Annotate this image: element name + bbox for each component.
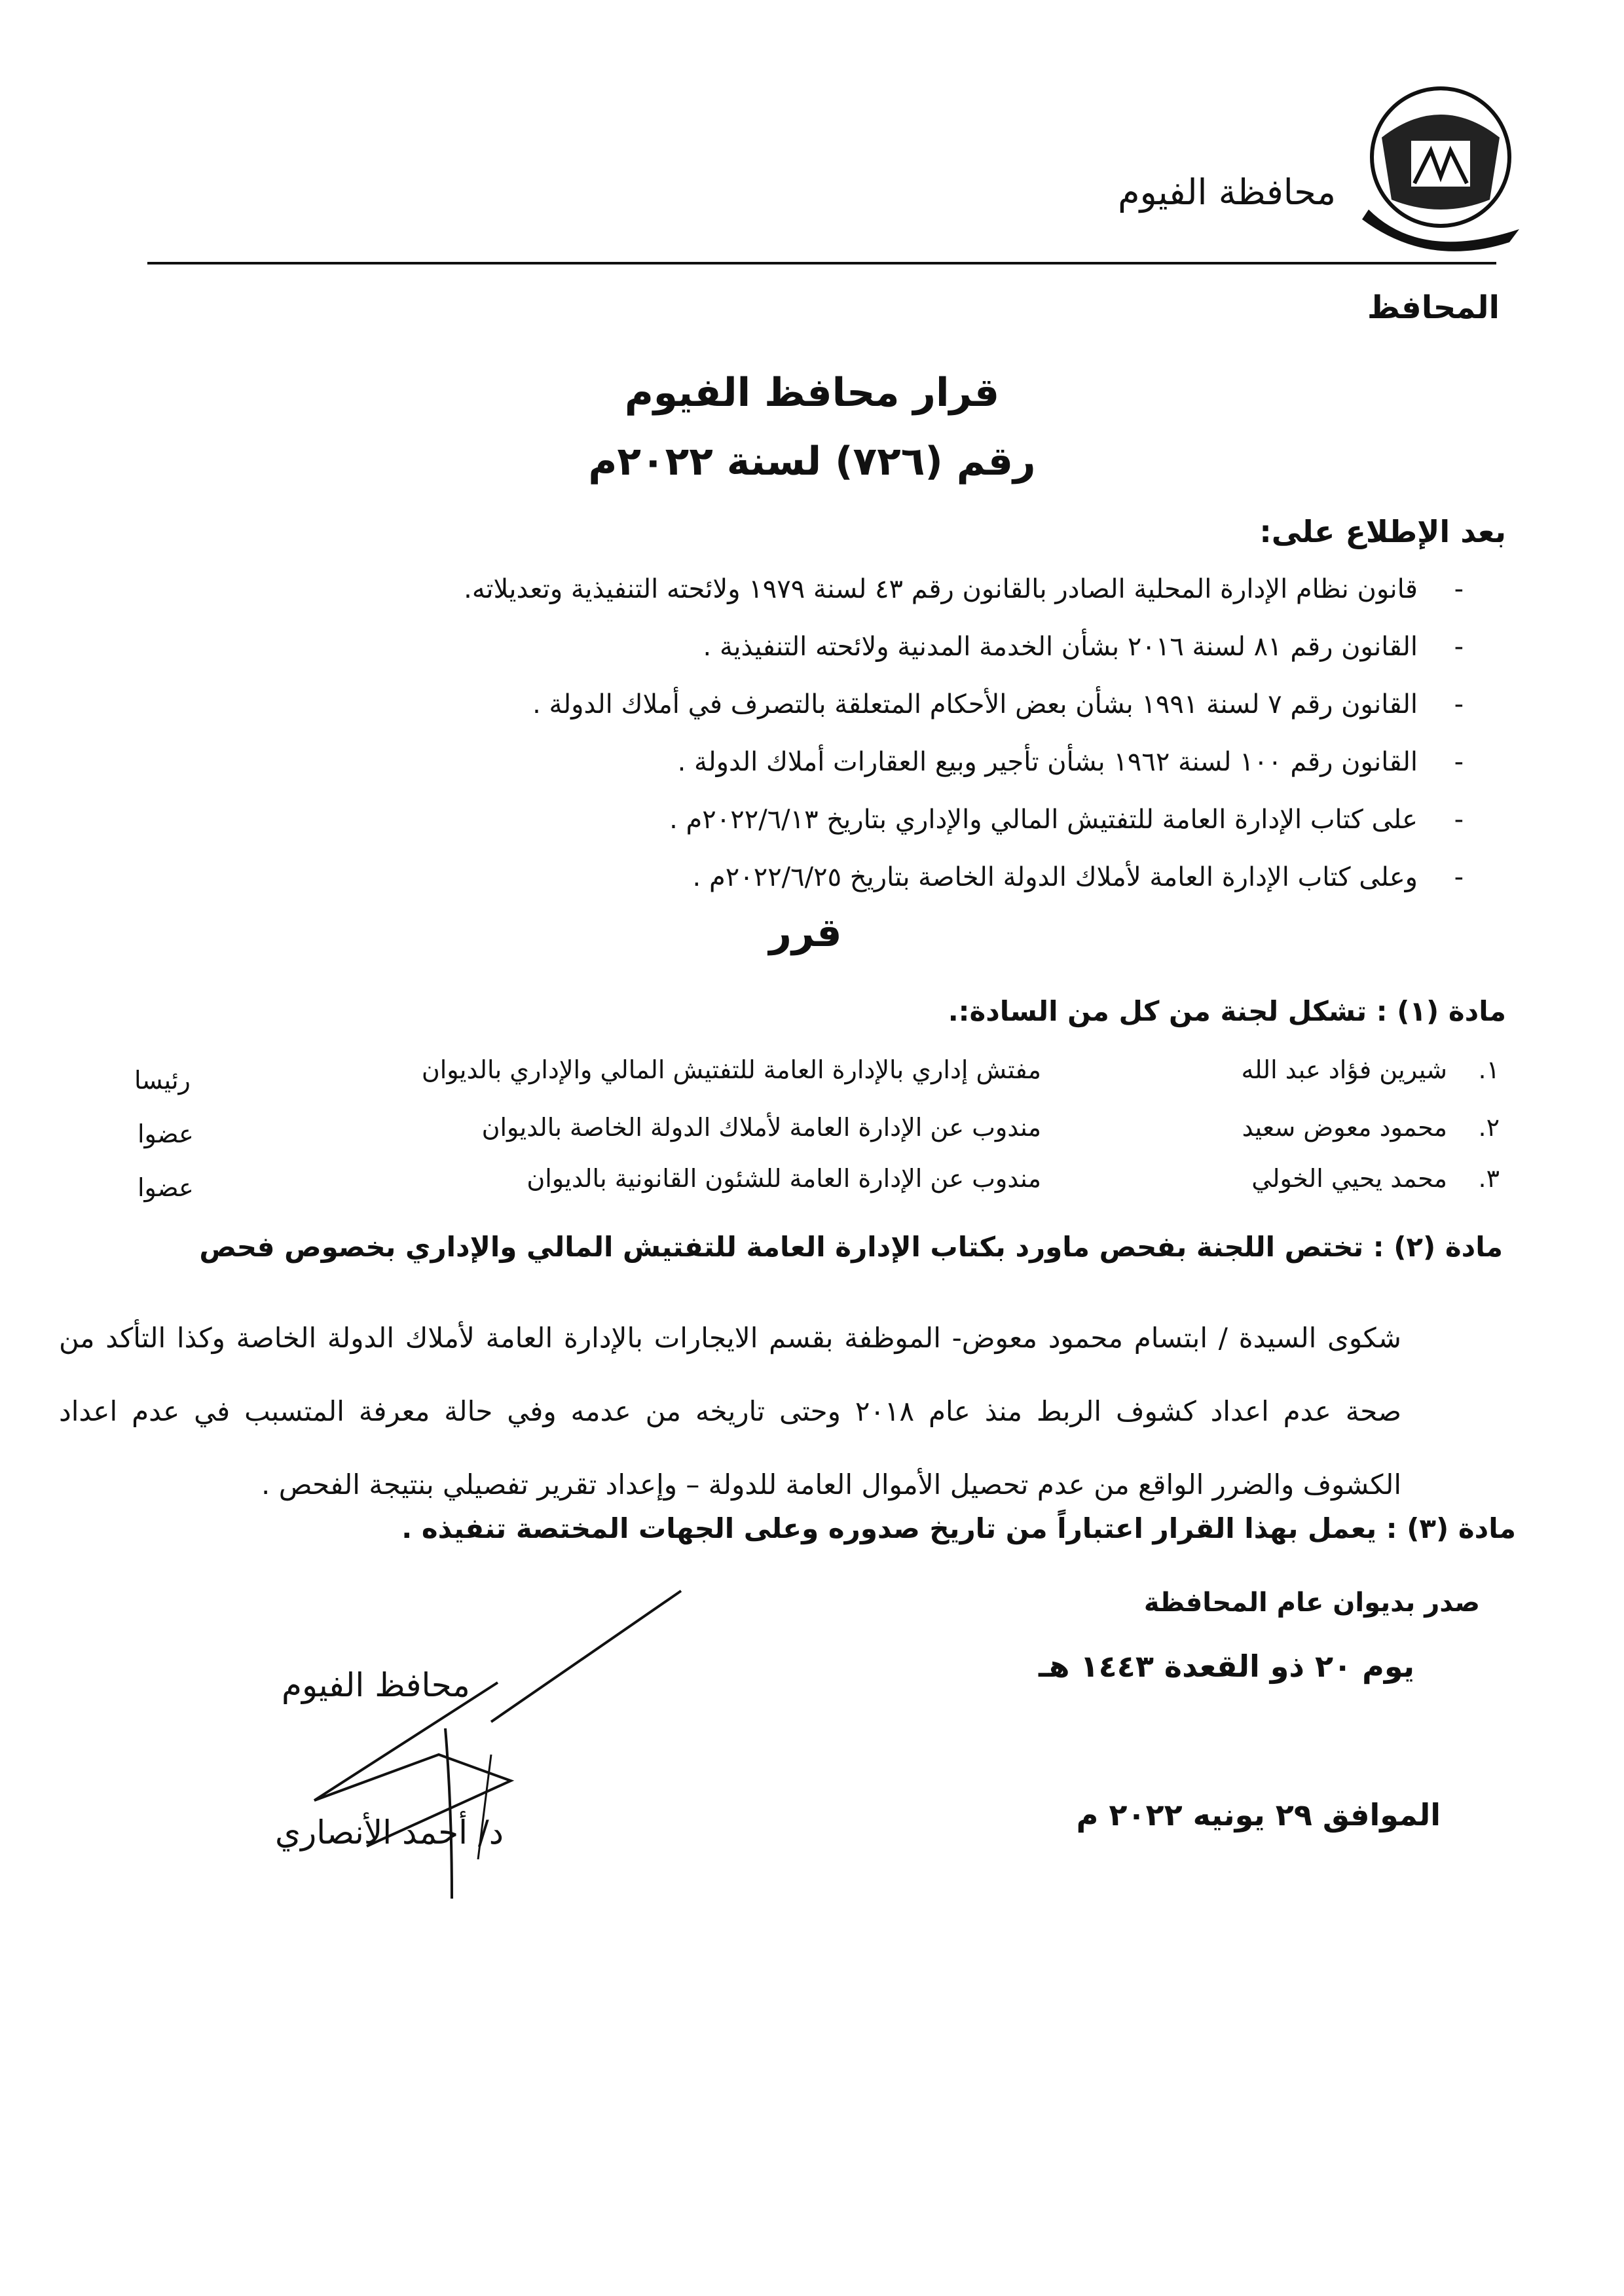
member-position: مفتش إداري بالإدارة العامة للتفتيش المالي والإداري بالديوان: [421, 1055, 1041, 1084]
member-name: محمد يحيي الخولي: [1251, 1164, 1447, 1193]
member-number: ١.: [1478, 1055, 1500, 1084]
list-item: - على كتاب الإدارة العامة للتفتيش المالي والإداري بتاريخ ٢٠٢٢/٦/١٣م .: [669, 805, 1464, 835]
governorate-emblem-icon: [1342, 79, 1539, 262]
signature-icon: [275, 1584, 694, 1912]
list-item: - قانون نظام الإدارة المحلية الصادر بالقانون رقم ٤٣ لسنة ١٩٧٩ ولائحته التنفيذية وتعديلاته.: [464, 574, 1464, 604]
signatory-name: د/ أحمد الأنصاري: [275, 1813, 504, 1851]
hijri-date: يوم ٢٠ ذو القعدة ١٤٤٣ هـ: [1038, 1649, 1414, 1684]
list-item: - وعلى كتاب الإدارة العامة لأملاك الدولة الخاصة بتاريخ ٢٠٢٢/٦/٢٥م .: [692, 862, 1464, 892]
signatory-title: محافظ الفيوم: [282, 1666, 470, 1704]
header-divider: [147, 262, 1496, 264]
preamble-heading: بعد الإطلاع على:: [1259, 514, 1506, 549]
member-role: عضوا: [138, 1173, 194, 1202]
member-role: عضوا: [138, 1120, 194, 1148]
decree-title: قرار محافظ الفيوم: [624, 370, 1000, 416]
gregorian-date: الموافق ٢٩ يونيه ٢٠٢٢ م: [1076, 1797, 1441, 1832]
article-1-heading: مادة (١) : تشكل لجنة من كل من السادة:.: [948, 995, 1506, 1027]
list-item: - القانون رقم ٧ لسنة ١٩٩١ بشأن بعض الأحكام المتعلقة بالتصرف في أملاك الدولة .: [532, 689, 1464, 720]
member-number: ٣.: [1478, 1164, 1500, 1193]
member-role: رئيسا: [134, 1066, 191, 1095]
list-item: - القانون رقم ١٠٠ لسنة ١٩٦٢ بشأن تأجير وبيع العقارات أملاك الدولة .: [677, 747, 1464, 777]
member-name: محمود معوض سعيد: [1242, 1113, 1447, 1142]
issued-at: صدر بديوان عام المحافظة: [1143, 1588, 1480, 1618]
governorate-name: محافظة الفيوم: [1118, 172, 1336, 213]
decree-number: رقم (٧٢٦) لسنة ٢٠٢٢م: [588, 439, 1036, 484]
preamble-list: [167, 573, 1464, 919]
article-2-body: شكوى السيدة / ابتسام محمود معوض- الموظفة بقسم الايجارات بالإدارة العامة لأملاك الدولة الخاصة وكذا التأكد من صحة عدم اعداد كشوف الربط منذ عام ٢٠١٨ وحتى تاريخه من عدمه وفي حالة معرفة المتسبب في عدم اعداد الكشوف والضرر الواقع من عدم تحصيل الأموال العامة للدولة – وإعداد تقرير تفصيلي بنتيجة الفحص .: [59, 1322, 1401, 1501]
member-number: ٢.: [1478, 1113, 1500, 1142]
office-label: المحافظ: [1367, 289, 1500, 326]
member-name: شيرين فؤاد عبد الله: [1241, 1055, 1447, 1084]
member-position: مندوب عن الإدارة العامة للشئون القانونية بالديوان: [526, 1164, 1041, 1193]
list-item: - القانون رقم ٨١ لسنة ٢٠١٦ بشأن الخدمة المدنية ولائحته التنفيذية .: [703, 632, 1464, 662]
member-position: مندوب عن الإدارة العامة لأملاك الدولة الخاصة بالديوان: [481, 1113, 1041, 1142]
decided-heading: قرر: [769, 910, 842, 956]
article-2-heading: مادة (٢) : تختص اللجنة بفحص ماورد بكتاب الإدارة العامة للتفتيش المالي والإداري بخصوص فحص: [199, 1231, 1503, 1263]
article-3-text: مادة (٣) : يعمل بهذا القرار اعتباراً من تاريخ صدوره وعلى الجهات المختصة تنفيذه .: [401, 1512, 1516, 1544]
